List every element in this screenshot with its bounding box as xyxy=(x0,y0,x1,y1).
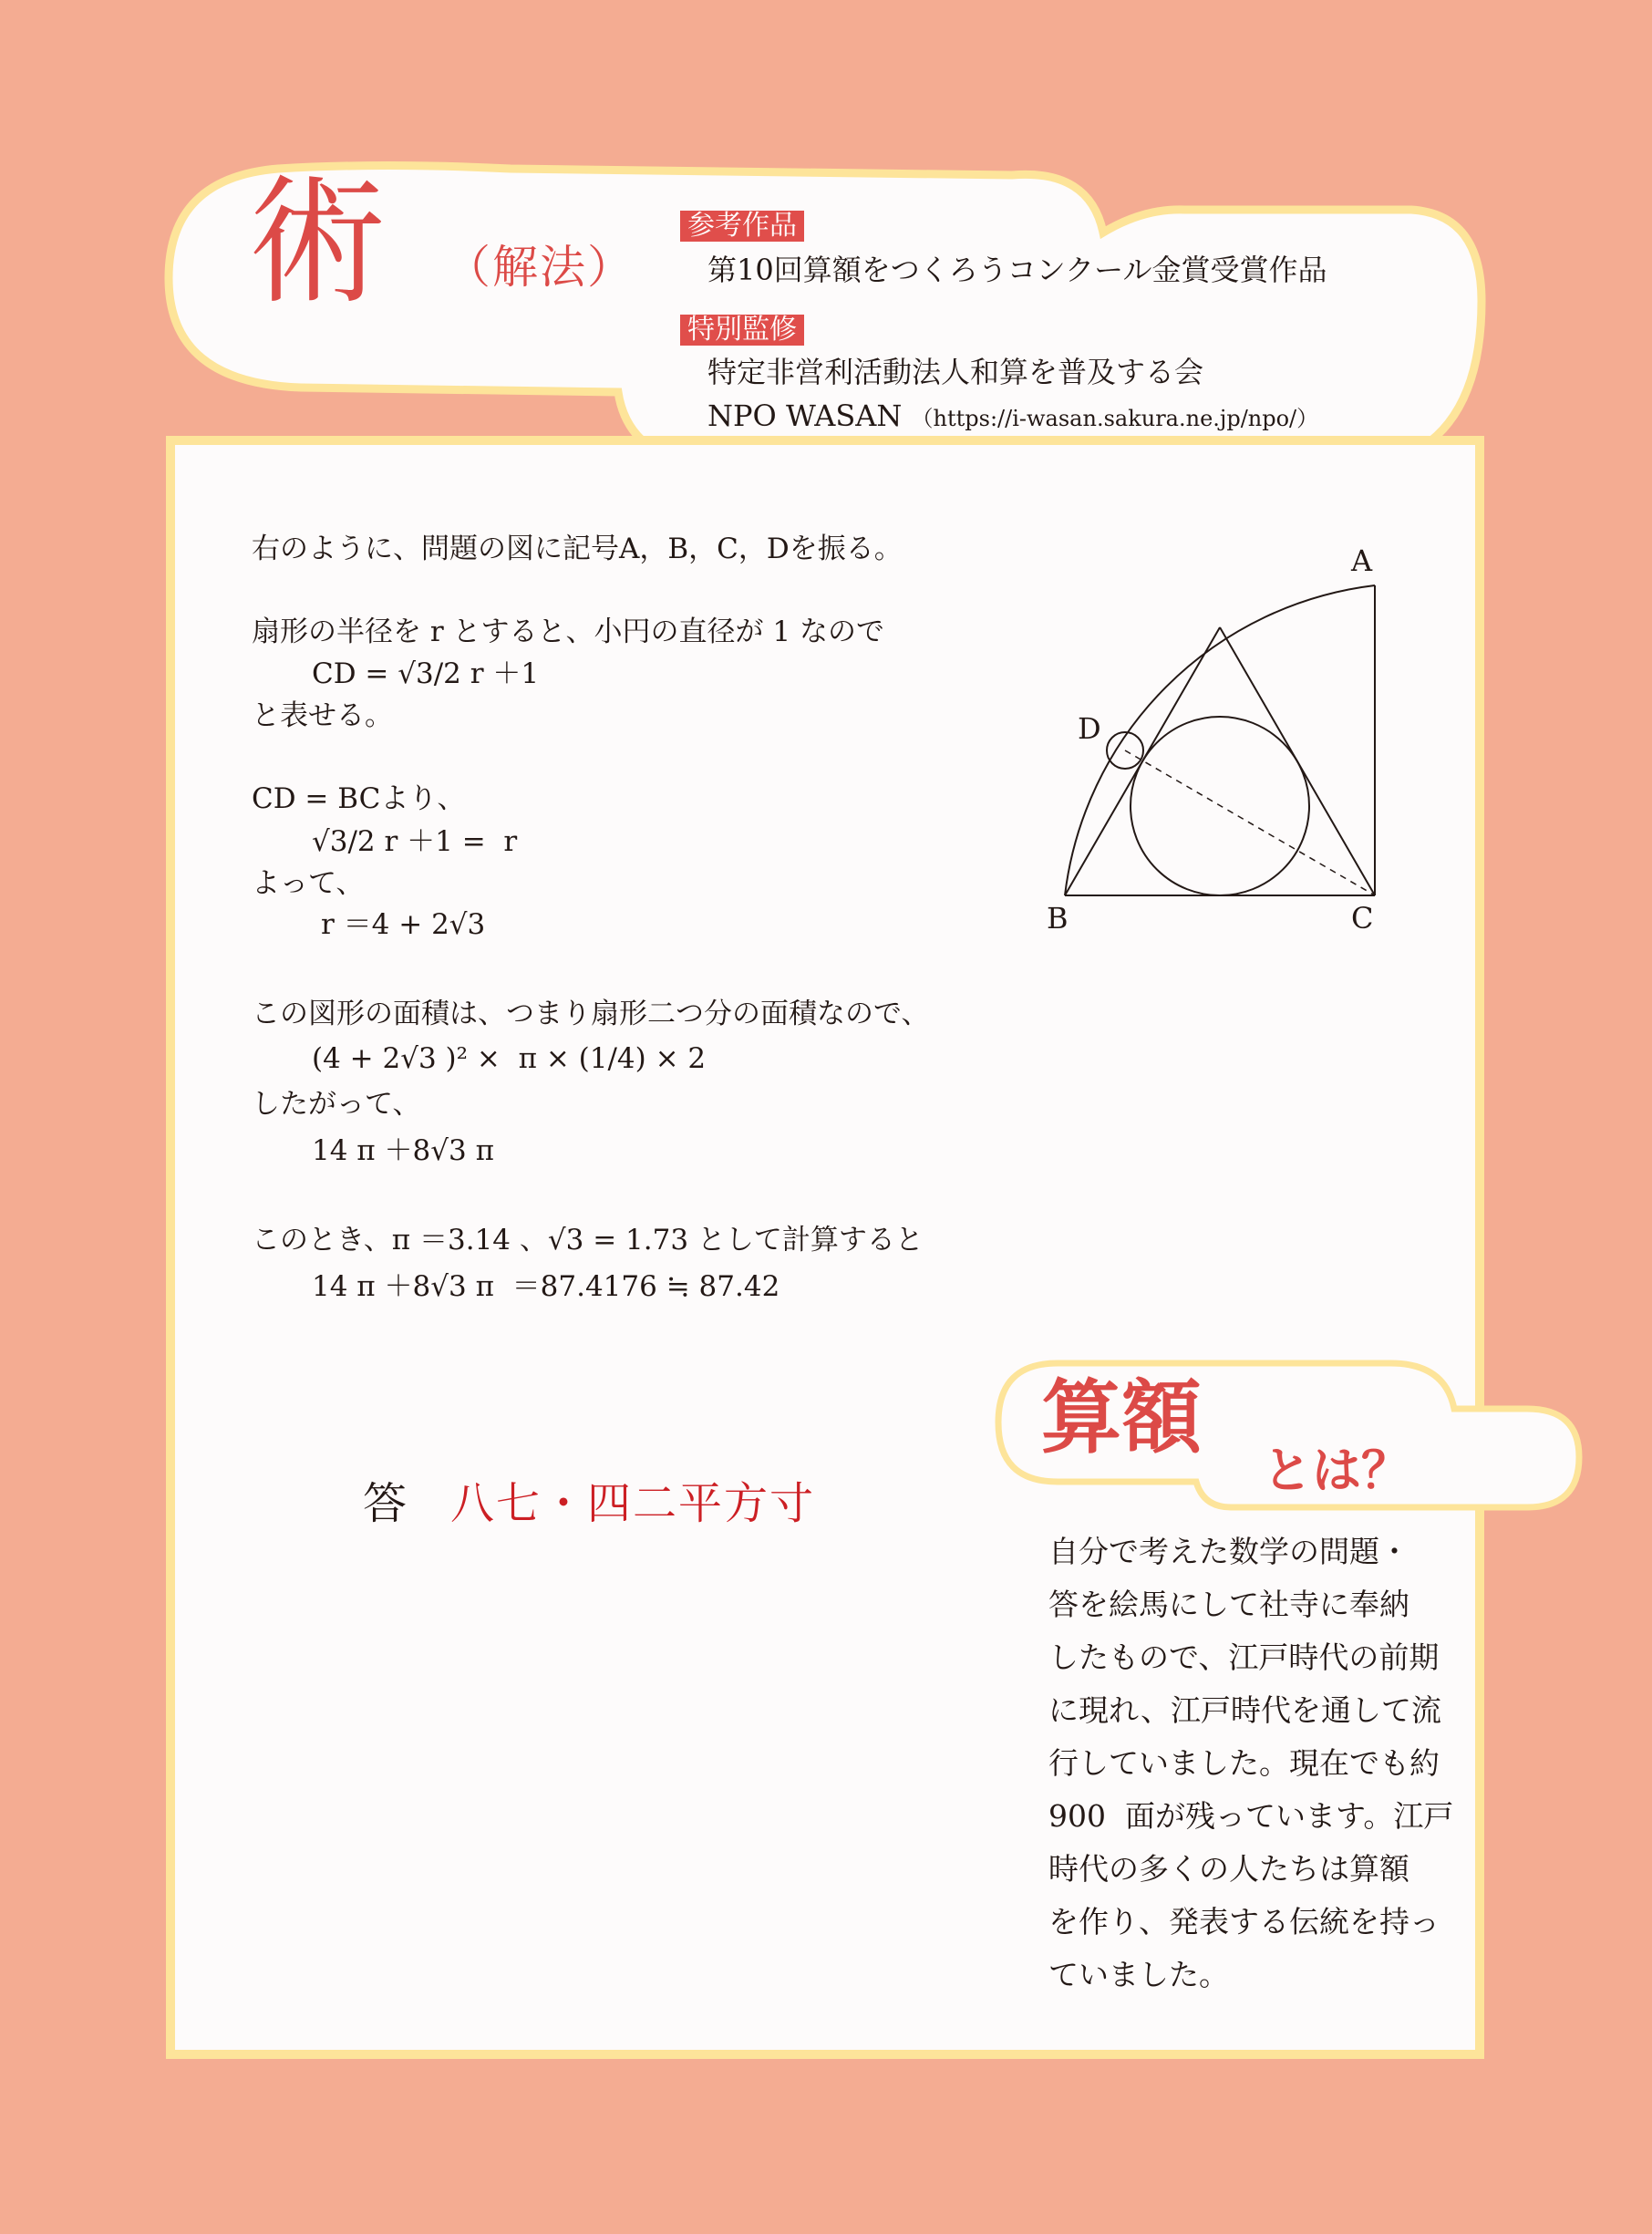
reference-text: 第10回算額をつくろうコンクール金賞受賞作品 xyxy=(707,253,1327,287)
solution-line-9: この図形の面積は、つまり扇形二つ分の面積なので、 xyxy=(252,998,930,1030)
solution-line-12: 14 π ＋8√3 π xyxy=(312,1134,494,1167)
label-a: A xyxy=(1351,543,1373,578)
label-c: C xyxy=(1351,901,1374,936)
solution-line-14: 14 π ＋8√3 π ＝87.4176 ≒ 87.42 xyxy=(312,1270,780,1303)
solution-line-3: CD = √3/2 r ＋1 xyxy=(312,657,540,690)
geometry-figure xyxy=(1021,538,1422,957)
solution-line-13: このとき、π ＝3.14 、√3 = 1.73 として計算すると xyxy=(252,1224,924,1257)
solution-line-7: よって、 xyxy=(252,867,365,900)
npo-url[interactable]: （https://i-wasan.sakura.ne.jp/npo/） xyxy=(911,406,1319,431)
npo-line xyxy=(707,398,1319,433)
label-d: D xyxy=(1078,711,1101,746)
supervision-tag: 特別監修 xyxy=(680,315,804,346)
solution-line-11: したがって、 xyxy=(252,1088,421,1121)
solution-line-5: CD = BCより、 xyxy=(252,782,466,815)
sangaku-line-5: 行していました。現在でも約 xyxy=(1048,1745,1440,1781)
solution-line-10: (4 + 2√3 )² × π × (1/4) × 2 xyxy=(312,1042,707,1075)
solution-line-2: 扇形の半径を r とすると、小円の直径が 1 なので xyxy=(252,615,884,648)
quarter-arc xyxy=(1065,585,1375,895)
solution-line-6: √3/2 r ＋1 = r xyxy=(312,825,518,858)
solution-line-8: r ＝4 + 2√3 xyxy=(321,908,486,941)
sangaku-line-3: したもので、江戸時代の前期 xyxy=(1048,1639,1440,1675)
sangaku-line-6: 900 面が残っています。江戸 xyxy=(1048,1798,1454,1834)
sangaku-line-7: 時代の多くの人たちは算額 xyxy=(1048,1851,1409,1887)
title-kanji: 術 xyxy=(248,161,387,323)
sangaku-line-9: ていました。 xyxy=(1048,1957,1229,1992)
npo-name: NPO WASAN xyxy=(707,398,903,433)
label-b: B xyxy=(1047,901,1069,936)
sangaku-description xyxy=(1048,1526,1454,2001)
reference-tag: 参考作品 xyxy=(680,211,804,242)
sangaku-title: 算額 xyxy=(1041,1370,1203,1464)
sangaku-line-4: に現れ、江戸時代を通して流 xyxy=(1048,1692,1441,1728)
sangaku-line-2: 答を絵馬にして社寺に奉納 xyxy=(1048,1587,1409,1622)
supervision-text: 特定非営利活動法人和算を普及する会 xyxy=(707,355,1204,389)
answer-value: 八七・四二平方寸 xyxy=(450,1478,816,1529)
title-subtitle: （解法） xyxy=(445,241,635,294)
answer-label: 答 xyxy=(363,1478,408,1529)
solution-line-4: と表せる。 xyxy=(252,699,393,732)
sangaku-subtitle: とは？ xyxy=(1263,1441,1410,1499)
sangaku-line-1: 自分で考えた数学の問題・ xyxy=(1048,1534,1409,1569)
sangaku-line-8: を作り、発表する伝統を持っ xyxy=(1048,1904,1440,1939)
solution-line-1: 右のように、問題の図に記号A，B，C，Dを振る。 xyxy=(252,533,903,565)
